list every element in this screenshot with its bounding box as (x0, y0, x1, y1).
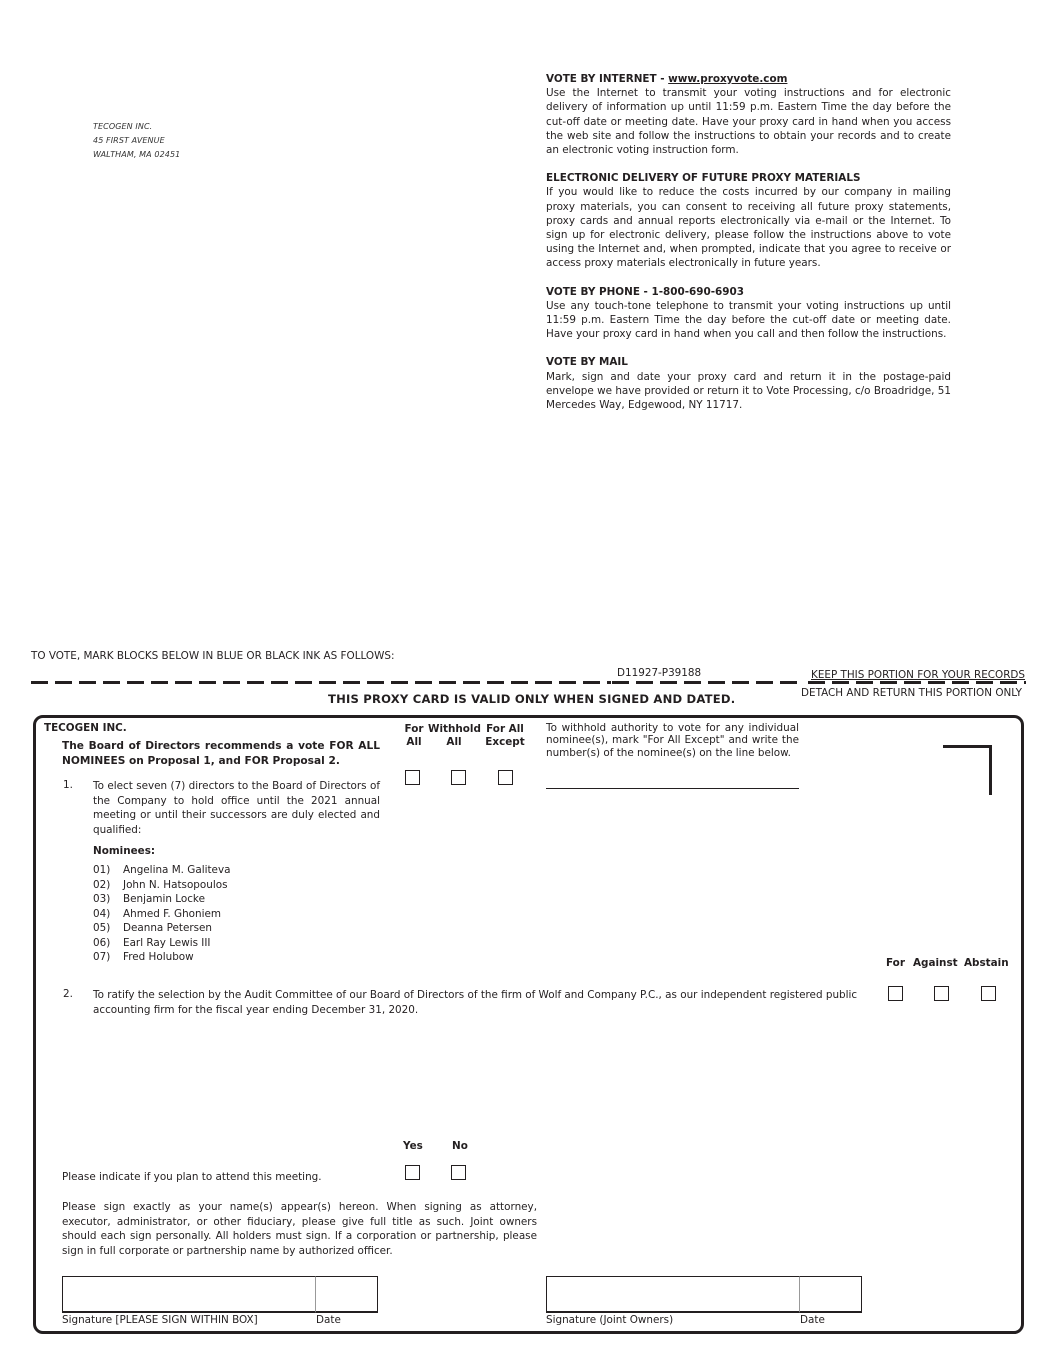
proposal-2-text: To ratify the selection by the Audit Committee of our Board of Directors of the firm of Wolf and Company P.C., as our independent registered public accounting firm for the fiscal year ending December 31, 2020. (93, 989, 858, 1016)
return-address-line: TECOGEN INC. (93, 122, 153, 131)
column-for: For (886, 957, 905, 969)
for-all-checkbox[interactable] (405, 770, 420, 785)
attend-yes-checkbox[interactable] (405, 1165, 420, 1180)
vote-by-phone-heading: VOTE BY PHONE - 1-800-690-6903 (546, 285, 744, 298)
column-for-all: For All (404, 723, 424, 748)
detach-line (31, 681, 611, 684)
nominee-item: 07) Fred Holubow (93, 951, 194, 963)
vote-by-internet-heading: VOTE BY INTERNET - www.proxyvote.com (546, 73, 788, 85)
column-withhold-all: Withhold All (428, 723, 481, 748)
keep-portion-label: KEEP THIS PORTION FOR YOUR RECORDS (811, 669, 1026, 681)
vote-by-internet-body: Use the Internet to transmit your voting instructions and for electronic delivery of information up until 11:59 p.m. Eastern Time the day before the cut-off date or meeting date. Have your proxy card in hand when you access the web site and follow the instructions to obtain your records and to create an electronic voting instruction form. (546, 87, 951, 157)
nominee-item: 02) John N. Hatsopoulos (93, 878, 228, 891)
joint-signature-label: Signature (Joint Owners) (546, 1314, 674, 1326)
nominee-exception-line[interactable] (546, 788, 799, 789)
board-recommendation: The Board of Directors recommends a vote FOR ALL NOMINEES on Proposal 1, and FOR Proposal 2. (62, 740, 380, 767)
nominee-item: 05) Deanna Petersen (93, 922, 213, 934)
nominee-item: 03) Benjamin Locke (93, 893, 205, 905)
nominee-item: 04) Ahmed F. Ghoniem (93, 907, 221, 920)
signature-label: Signature [PLEASE SIGN WITHIN BOX] (62, 1314, 258, 1326)
proposal-1-number: 1. (63, 779, 73, 791)
proposal-2-abstain-checkbox[interactable] (981, 986, 996, 1001)
joint-signature-box[interactable] (546, 1276, 800, 1313)
vote-by-internet-section (546, 72, 951, 157)
column-for-all-except: For All Except (485, 723, 525, 748)
nominee-item: 06) Earl Ray Lewis III (93, 936, 211, 949)
proposal-2-for-checkbox[interactable] (888, 986, 903, 1001)
detach-line (808, 681, 1026, 684)
detach-line (612, 681, 802, 684)
attend-no-checkbox[interactable] (451, 1165, 466, 1180)
signature-box[interactable] (62, 1276, 316, 1313)
proposal-2-number: 2. (63, 988, 73, 1000)
electronic-delivery-body: If you would like to reduce the costs incurred by our company in mailing proxy materials, you can consent to receiving all future proxy statements, proxy cards and annual reports electronically via e-mail or the Internet. To sign up for electronic delivery, please follow the instructions above to vote using the Internet and, when prompted, indicate that you agree to receive or access proxy materials electronically in future years. (546, 186, 951, 270)
return-address-line: 45 FIRST AVENUE (93, 136, 165, 145)
attendance-question: Please indicate if you plan to attend this meeting. (62, 1171, 322, 1183)
withhold-all-checkbox[interactable] (451, 770, 466, 785)
registration-corner-mark (943, 745, 992, 795)
nominee-item: 01) Angelina M. Galiteva (93, 864, 231, 876)
vote-by-mail-heading: VOTE BY MAIL (546, 356, 628, 369)
valid-notice: THIS PROXY CARD IS VALID ONLY WHEN SIGNED AND DATED. (328, 692, 736, 706)
signing-instructions: Please sign exactly as your name(s) appear(s) hereon. When signing as attorney, executor, administrator, or other fiduciary, please give full title as such. Joint owners should each sign personally. All holders must sign. If a corporation or partnership, please sign in full corporate or partnership name by authorized officer. (62, 1201, 537, 1257)
control-code: D11927-P39188 (617, 667, 702, 679)
vote-by-mail-body: Mark, sign and date your proxy card and return it in the postage-paid envelope we have provided or return it to Vote Processing, c/o Broadridge, 51 Mercedes Way, Edgewood, NY 11717. (546, 370, 951, 412)
voting-instructions (546, 72, 951, 426)
vote-by-phone-body: Use any touch-tone telephone to transmit your voting instructions up until 11:59 p.m. Eastern Time the day before the cut-off date or meeting date. Have your proxy card in hand when you call and then follow the instructions. (546, 299, 951, 341)
proposal-2-against-checkbox[interactable] (934, 986, 949, 1001)
electronic-delivery-heading: ELECTRONIC DELIVERY OF FUTURE PROXY MATERIALS (546, 172, 861, 185)
vote-by-phone-section (546, 285, 951, 342)
proposal-1-text: To elect seven (7) directors to the Board of Directors of the Company to hold office until the 2021 annual meeting or until their successors are duly elected and qualified: (93, 780, 380, 836)
return-address-line: WALTHAM, MA 02451 (93, 150, 181, 159)
company-name: TECOGEN INC. (44, 722, 127, 734)
proxyvote-link[interactable]: www.proxyvote.com (668, 73, 788, 85)
electronic-delivery-section (546, 171, 951, 270)
nominee-list (93, 863, 230, 965)
column-no: No (452, 1140, 468, 1152)
signature-date-box[interactable] (315, 1276, 378, 1313)
column-yes: Yes (403, 1140, 423, 1152)
column-abstain: Abstain (964, 957, 1009, 969)
for-all-except-checkbox[interactable] (498, 770, 513, 785)
vote-by-mail-section (546, 355, 951, 412)
signature-date-label: Date (316, 1314, 341, 1326)
mark-instruction: TO VOTE, MARK BLOCKS BELOW IN BLUE OR BLACK INK AS FOLLOWS: (31, 650, 395, 662)
withhold-note: To withhold authority to vote for any individual nominee(s), mark "For All Except" and write the number(s) of the nominee(s) on the line below. (546, 722, 799, 759)
joint-signature-date-label: Date (800, 1314, 825, 1326)
column-against: Against (913, 957, 958, 969)
return-address (93, 120, 180, 162)
joint-signature-date-box[interactable] (799, 1276, 862, 1313)
nominees-title: Nominees: (93, 845, 156, 857)
detach-portion-label: DETACH AND RETURN THIS PORTION ONLY (801, 687, 1023, 699)
